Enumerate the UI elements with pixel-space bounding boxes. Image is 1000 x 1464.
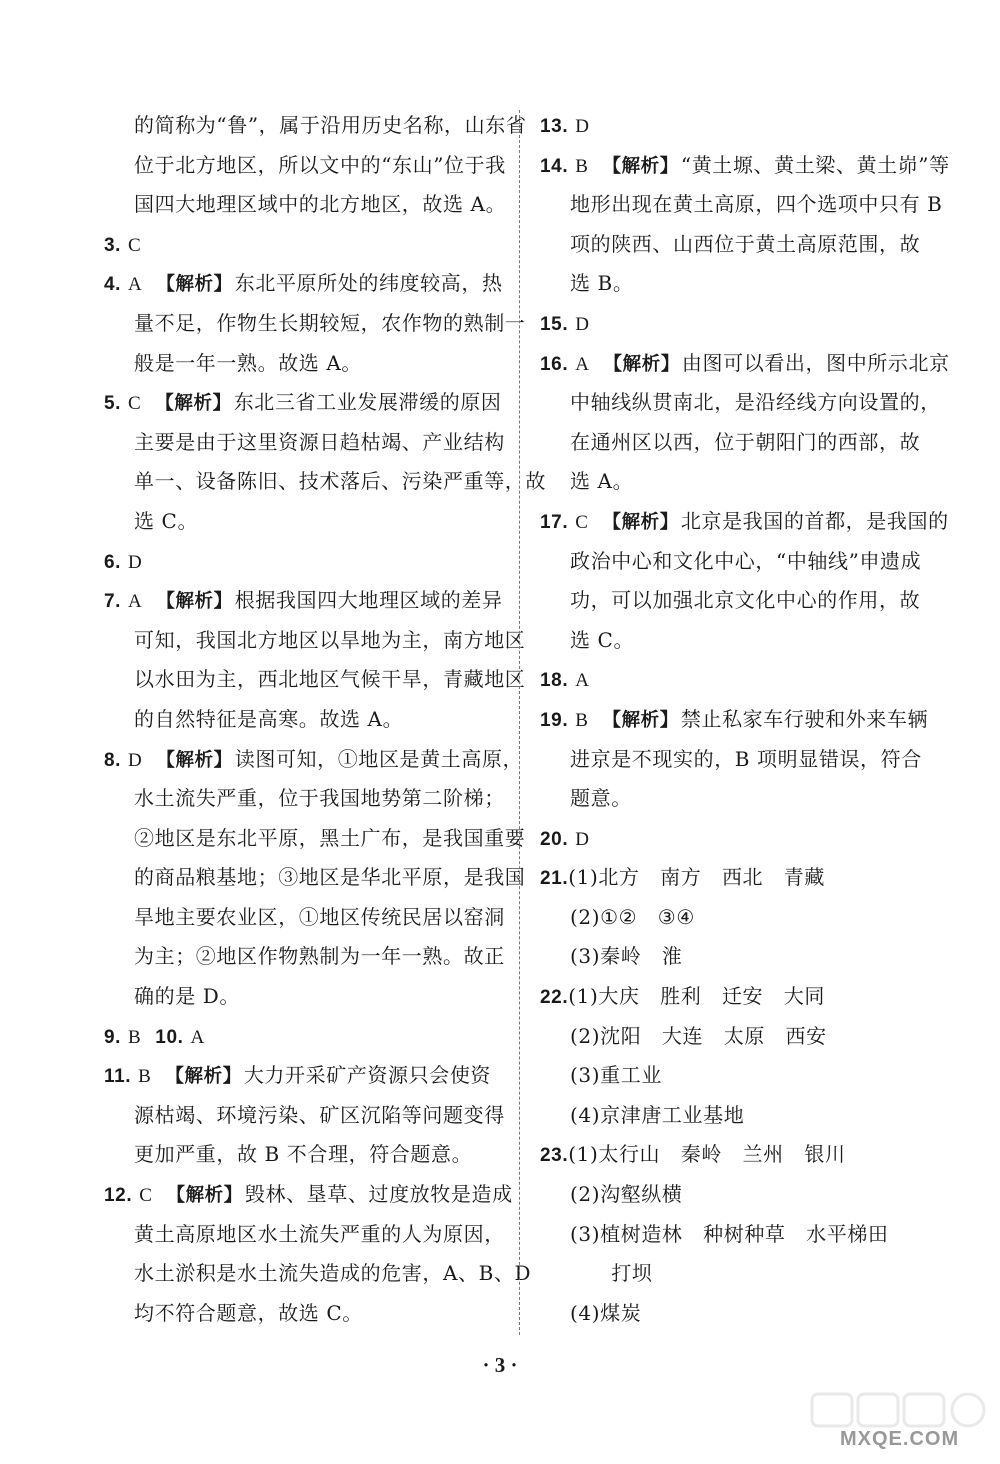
line-text: 选 C。 [134, 508, 199, 533]
question-number: 12. [104, 1185, 133, 1207]
answer-line [540, 660, 940, 700]
line-text: 地形出现在黄土高原，四个选项中只有 B [570, 192, 943, 217]
answer-letter: C [575, 511, 589, 533]
continuation-line [104, 898, 504, 938]
analysis-tag: 【解析】 [165, 1066, 242, 1088]
line-text: 题意。 [570, 786, 632, 811]
analysis-tag: 【解析】 [602, 511, 679, 533]
continuation-line [540, 1294, 940, 1334]
question-number: 14. [540, 155, 569, 177]
continuation-line [540, 1175, 940, 1215]
continuation-line [104, 185, 507, 225]
answer-letter: A [128, 274, 143, 296]
analysis-tag: 【解析】 [602, 709, 679, 731]
line-text: 打坝 [570, 1261, 653, 1286]
line-text: (2)①② ③④ [570, 904, 695, 929]
line-text: 北京是我国的首都，是我国的 [680, 508, 949, 533]
continuation-line [104, 106, 527, 146]
answer-line [540, 858, 940, 898]
answer-line [104, 383, 504, 423]
continuation-line [104, 1215, 504, 1255]
analysis-tag: 【解析】 [156, 274, 233, 296]
question-number: 8. [104, 749, 122, 771]
continuation-line [540, 779, 940, 819]
watermark-url: MXQE.COM [840, 1428, 960, 1450]
line-text: 水土淤积是水土流失造成的危害，A、B、D [134, 1261, 532, 1286]
question-number: 19. [540, 709, 569, 731]
line-text: (3)植树造林 种树种草 水平梯田 [570, 1221, 889, 1246]
question-number: 21. [540, 868, 569, 890]
line-text: 进京是不现实的，B 项明显错误，符合 [570, 746, 922, 771]
continuation-line [104, 858, 526, 898]
continuation-line [540, 1056, 940, 1096]
answer-line [104, 1175, 513, 1215]
question-number: 11. [104, 1066, 132, 1088]
analysis-tag: 【解析】 [156, 591, 233, 613]
answer-line [104, 264, 504, 304]
line-text: “黄土塬、黄土梁、黄土峁”等 [680, 152, 950, 177]
continuation-line [540, 740, 940, 780]
line-text: 功，可以加强北京文化中心的作用，故 [570, 588, 921, 613]
question-number: 6. [104, 551, 122, 573]
line-text: (4)京津唐工业基地 [570, 1102, 745, 1127]
answer-letter: B [138, 1066, 152, 1088]
continuation-line [104, 700, 504, 740]
line-text: 政治中心和文化中心，“中轴线”申遗成 [570, 548, 922, 573]
answer-letter: A [128, 591, 143, 613]
continuation-line [104, 937, 504, 977]
line-text: 选 A。 [570, 469, 634, 494]
answer-letter: D [575, 828, 590, 850]
answer-line [104, 740, 524, 780]
line-text: 由图可以看出，图中所示北京 [681, 350, 950, 375]
continuation-line [104, 621, 526, 661]
answer-line [104, 1056, 504, 1096]
line-text: 的商品粮基地；③地区是华北平原，是我国 [134, 865, 526, 890]
line-text: 源枯竭、环境污染、矿区沉陷等问题变得 [134, 1102, 505, 1127]
question-number: 3. [104, 234, 122, 256]
continuation-line [104, 344, 504, 384]
question-number: 10. [155, 1026, 184, 1048]
continuation-line [540, 898, 940, 938]
line-text: 毁林、垦草、过度放牧是造成 [244, 1182, 513, 1207]
continuation-line [540, 1017, 940, 1057]
continuation-line [540, 462, 940, 502]
answer-letter: D [575, 313, 590, 335]
answer-line [540, 1135, 940, 1175]
line-text: 国四大地理区域中的北方地区，故选 A。 [134, 192, 507, 217]
question-number: 23. [540, 1145, 569, 1167]
answer-line [540, 304, 940, 344]
continuation-line [104, 977, 504, 1017]
continuation-line [104, 1254, 532, 1294]
answer-line [104, 581, 504, 621]
continuation-line [540, 937, 940, 977]
answer-letter: A [190, 1026, 205, 1048]
continuation-line [540, 542, 940, 582]
question-number: 16. [540, 353, 569, 375]
answer-letter: B [575, 709, 589, 731]
continuation-line [104, 462, 546, 502]
line-text: (1)太行山 秦岭 兰州 银川 [568, 1142, 846, 1167]
line-text: 均不符合题意，故选 C。 [134, 1300, 363, 1325]
continuation-line [104, 423, 504, 463]
line-text: 位于北方地区，所以文中的“东山”位于我 [134, 152, 506, 177]
continuation-line [104, 1096, 504, 1136]
right-column [540, 106, 950, 1333]
answer-letter: A [575, 670, 590, 692]
line-text: 以水田为主，西北地区气候干旱，青藏地区 [134, 667, 526, 692]
continuation-line [104, 819, 526, 859]
question-number: 18. [540, 670, 569, 692]
analysis-tag: 【解析】 [156, 749, 233, 771]
line-text: 为主；②地区作物熟制为一年一熟。故正 [134, 944, 505, 969]
continuation-line [540, 185, 943, 225]
line-text: 的自然特征是高寒。故选 A。 [134, 706, 404, 731]
answer-letter: D [575, 116, 590, 137]
continuation-line [104, 660, 526, 700]
continuation-line [540, 1215, 940, 1255]
left-column [104, 106, 546, 1333]
continuation-line [540, 1254, 940, 1294]
line-text: 主要是由于这里资源日趋枯竭、产业结构 [134, 429, 505, 454]
answer-line [540, 700, 940, 740]
line-text: 确的是 D。 [134, 984, 240, 1009]
continuation-line [540, 423, 940, 463]
line-text: (3)秦岭 淮 [570, 944, 683, 969]
question-number: 7. [104, 591, 122, 613]
line-text: 大力开采矿产资源只会使资 [243, 1063, 492, 1088]
line-text: 东北三省工业发展滞缓的原因 [233, 390, 502, 415]
answer-letter: C [128, 393, 142, 415]
continuation-line [540, 264, 940, 304]
line-text: 选 B。 [570, 271, 634, 296]
continuation-line [104, 146, 504, 186]
line-text: 禁止私家车行驶和外来车辆 [680, 706, 929, 731]
analysis-tag: 【解析】 [602, 155, 679, 177]
answer-letter: A [575, 353, 590, 375]
question-number: 15. [540, 313, 569, 335]
answer-letter: B [128, 1026, 142, 1048]
continuation-line [104, 1294, 504, 1334]
continuation-line [540, 383, 940, 423]
continuation-line [104, 304, 526, 344]
line-text: 旱地主要农业区，①地区传统民居以窑洞 [134, 904, 505, 929]
continuation-line [540, 225, 940, 265]
answer-line [104, 1017, 504, 1057]
question-number: 5. [104, 393, 122, 415]
analysis-tag: 【解析】 [155, 393, 232, 415]
line-text: 可知，我国北方地区以旱地为主，南方地区 [134, 627, 526, 652]
line-text: 水土流失严重，位于我国地势第二阶梯； [134, 786, 505, 811]
line-text: 根据我国四大地理区域的差异 [234, 588, 503, 613]
continuation-line [104, 502, 504, 542]
line-text: 更加严重，故 B 不合理，符合题意。 [134, 1142, 473, 1167]
question-number: 20. [540, 828, 569, 850]
line-text: (2)沈阳 大连 太原 西安 [570, 1023, 827, 1048]
analysis-tag: 【解析】 [166, 1185, 243, 1207]
question-number: 4. [104, 274, 122, 296]
line-text: (1)大庆 胜利 迁安 大同 [568, 984, 825, 1009]
answer-line [540, 819, 940, 859]
continuation-line [540, 621, 940, 661]
continuation-line [540, 581, 940, 621]
line-text: 读图可知，①地区是黄土高原， [234, 746, 524, 771]
column-divider [519, 110, 520, 1335]
continuation-line [540, 1096, 940, 1136]
answer-letter: D [128, 551, 143, 573]
line-text: 中轴线纵贯南北，是沿经线方向设置的， [570, 390, 941, 415]
line-text: 项的陕西、山西位于黄土高原范围，故 [570, 231, 921, 256]
line-text: 量不足，作物生长期较短，农作物的熟制一 [134, 310, 526, 335]
answer-line [104, 225, 504, 265]
answer-line [540, 977, 940, 1017]
answer-letter: D [128, 749, 143, 771]
answer-letter: C [139, 1185, 153, 1207]
page-number: · 3 · [482, 1353, 518, 1377]
line-text: (3)重工业 [570, 1063, 662, 1088]
answer-letter: C [128, 234, 142, 256]
answer-line [540, 344, 950, 384]
line-text: (1)北方 南方 西北 青藏 [568, 865, 825, 890]
line-text: (2)沟壑纵横 [570, 1182, 683, 1207]
line-text: 在通州区以西，位于朝阳门的西部，故 [570, 429, 921, 454]
answer-letter: B [575, 155, 589, 177]
line-text: 般是一年一熟。故选 A。 [134, 350, 363, 375]
line-text: 的简称为“鲁”，属于沿用历史名称，山东省 [134, 113, 527, 137]
line-text: 东北平原所处的纬度较高，热 [234, 271, 503, 296]
answer-line [540, 502, 949, 542]
line-text: 选 C。 [570, 627, 635, 652]
analysis-tag: 【解析】 [603, 353, 680, 375]
answer-line [540, 106, 940, 146]
line-text: 单一、设备陈旧、技术落后、污染严重等，故 [134, 469, 546, 494]
answer-line [104, 542, 504, 582]
continuation-line [104, 1135, 504, 1175]
line-text: ②地区是东北平原，黑土广布，是我国重要 [134, 825, 526, 850]
question-number: 9. [104, 1026, 122, 1048]
line-text: (4)煤炭 [570, 1300, 642, 1325]
question-number: 13. [540, 116, 569, 137]
question-number: 17. [540, 511, 569, 533]
answer-line [540, 146, 950, 186]
line-text: 黄土高原地区水土流失严重的人为原因， [134, 1221, 505, 1246]
continuation-line [104, 779, 504, 819]
question-number: 22. [540, 987, 569, 1009]
